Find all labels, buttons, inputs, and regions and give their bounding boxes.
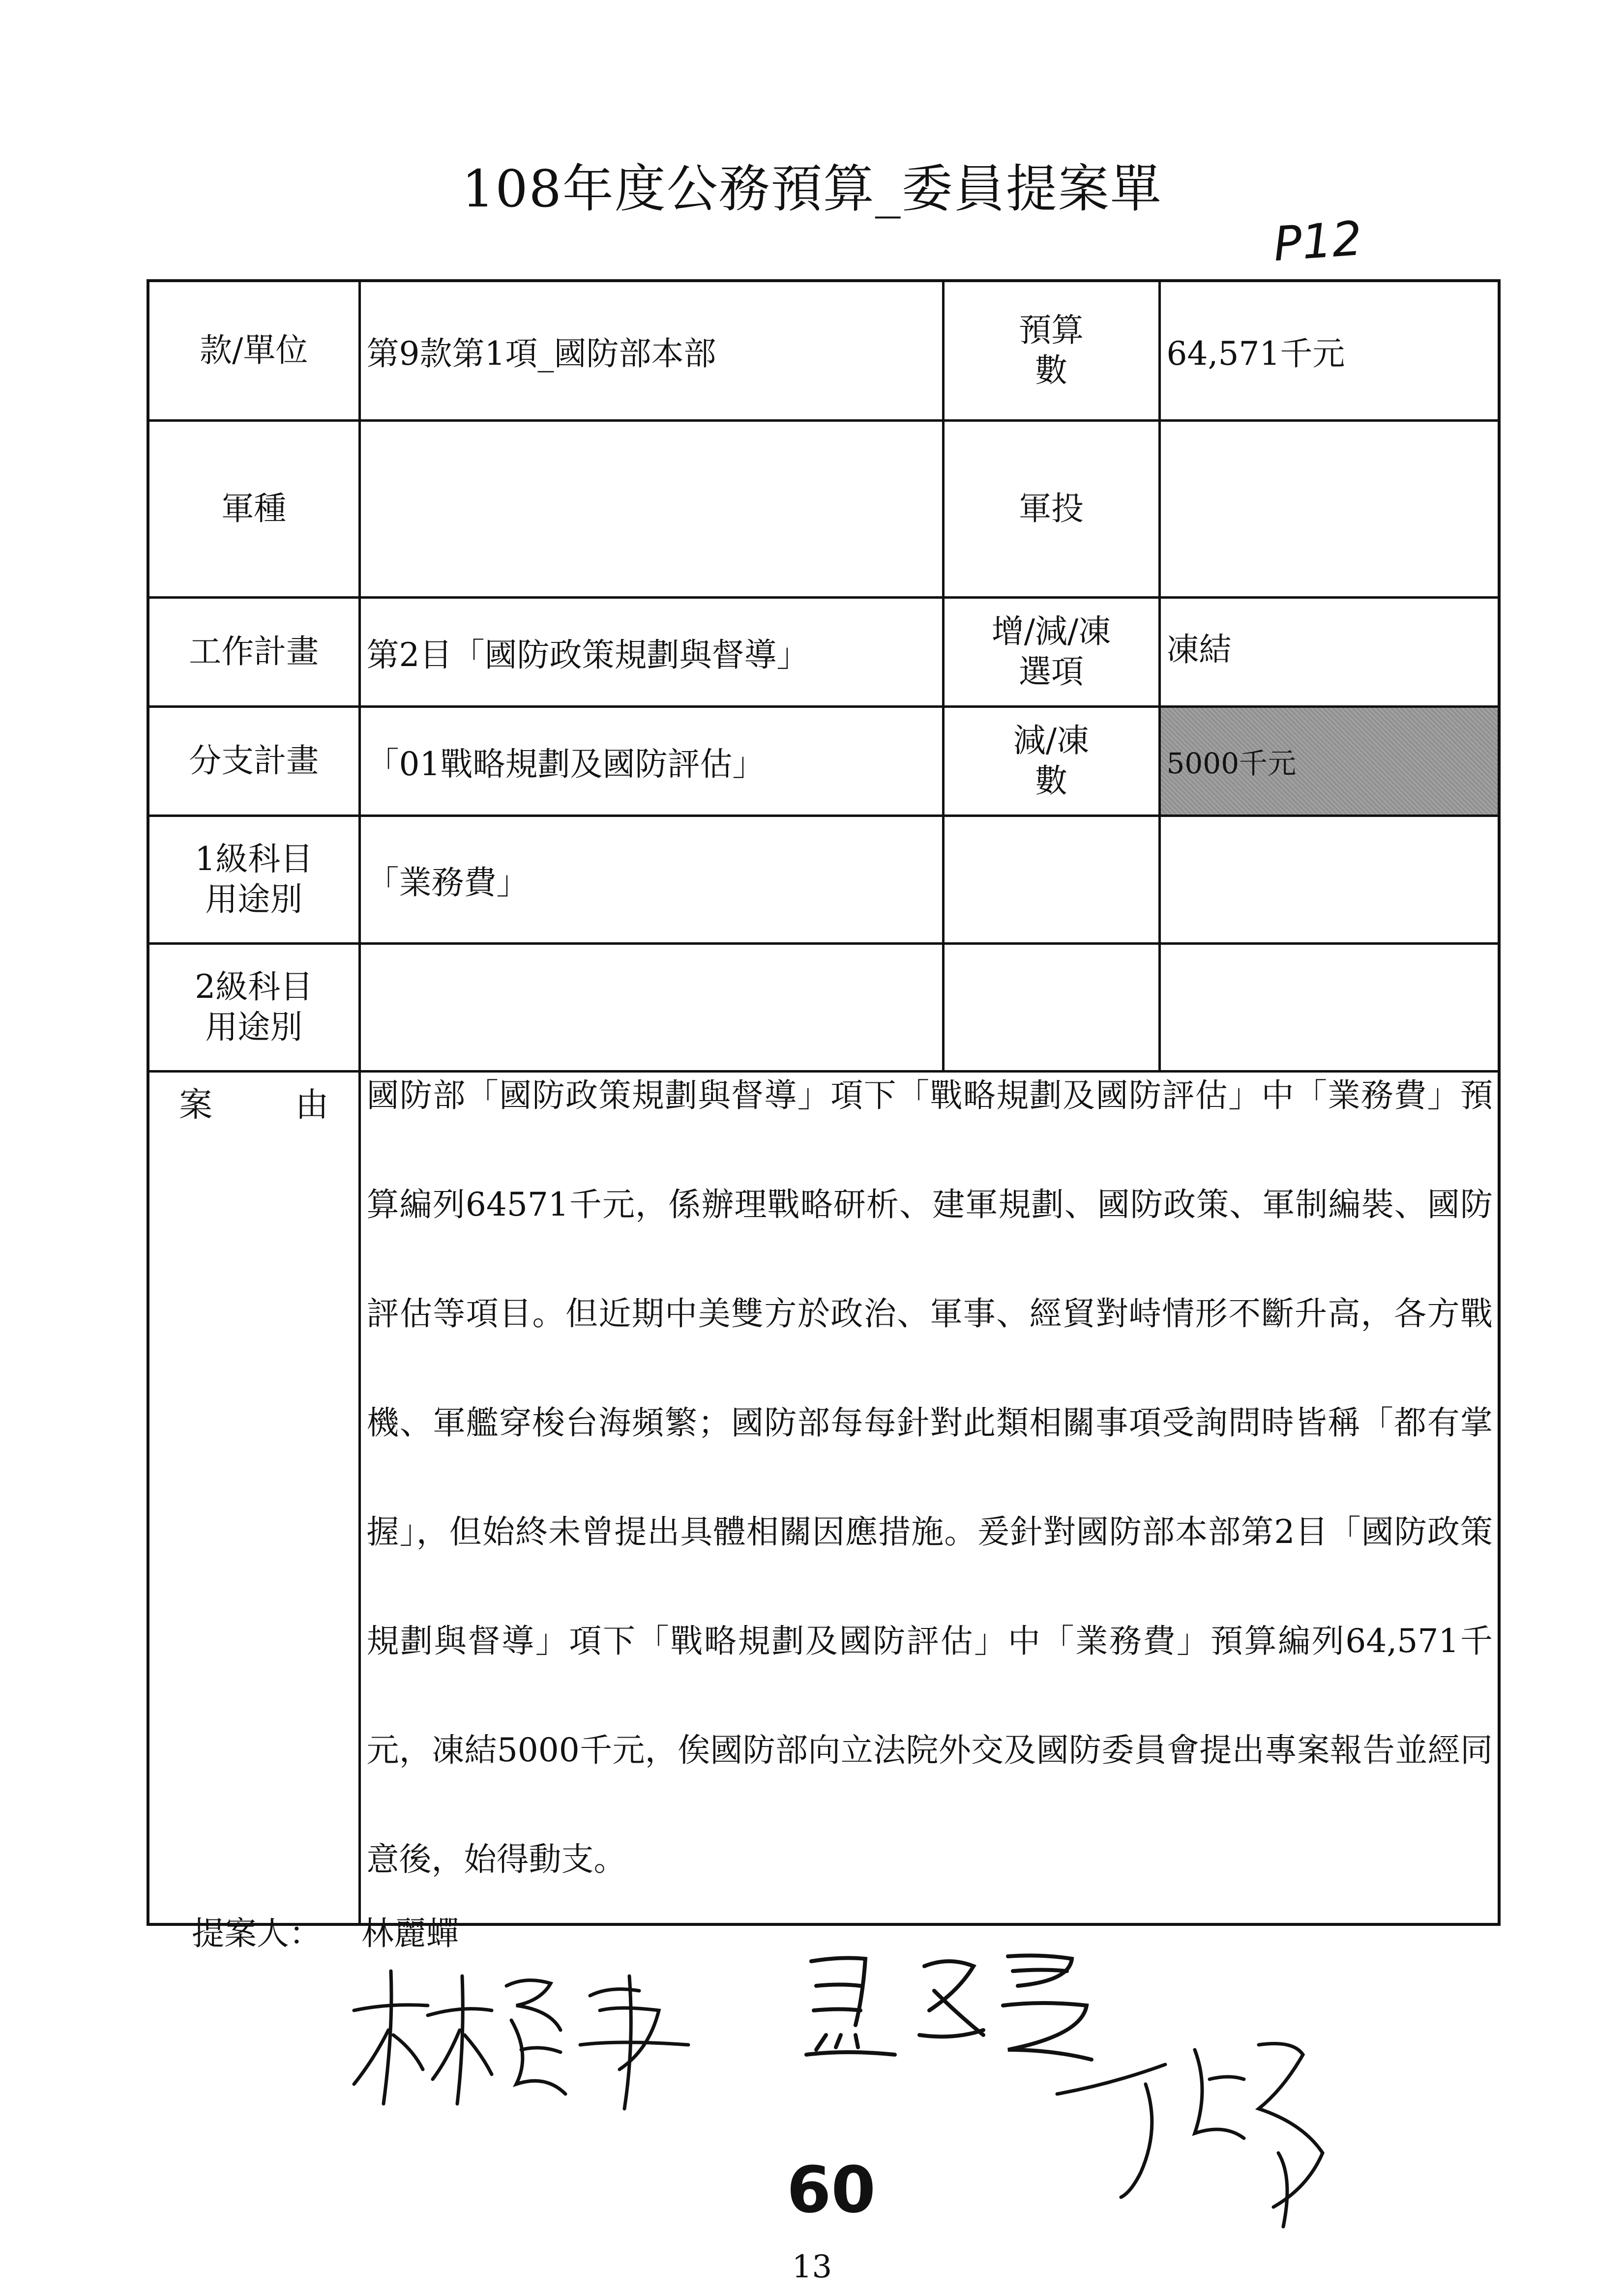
reason-text-cell bbox=[359, 1071, 1499, 1924]
proposal-form-table bbox=[147, 279, 1501, 1926]
proposer-name: 林麗蟬 bbox=[361, 1915, 459, 1952]
row-sub-plan bbox=[148, 706, 1499, 815]
work-plan-label: 工作計畫 bbox=[148, 597, 359, 706]
service-branch-value bbox=[359, 420, 943, 597]
level1-empty-value bbox=[1159, 815, 1499, 943]
unit-label: 款/單位 bbox=[148, 281, 359, 420]
page-number: 13 bbox=[792, 2249, 832, 2285]
military-investment-label: 軍投 bbox=[943, 420, 1159, 597]
handwritten-number bbox=[787, 2153, 885, 2227]
service-branch-label: 軍種 bbox=[148, 420, 359, 597]
reason-label bbox=[148, 1071, 359, 1924]
row-unit bbox=[148, 281, 1499, 420]
level1-empty-label bbox=[943, 815, 1159, 943]
level2-subject-label: 2級科目 用途別 bbox=[148, 943, 359, 1071]
action-option-value: 凍結 bbox=[1159, 597, 1499, 706]
unit-value: 第9款第1項_國防部本部 bbox=[359, 281, 943, 420]
budget-amount-label: 預算 數 bbox=[943, 281, 1159, 420]
budget-amount-value: 64,571千元 bbox=[1159, 281, 1499, 420]
document-title: 108年度公務預算_委員提案單 bbox=[462, 159, 1162, 219]
sub-plan-value: 「01戰略規劃及國防評估」 bbox=[359, 706, 943, 815]
level1-subject-label: 1級科目 用途別 bbox=[148, 815, 359, 943]
signature-1 bbox=[344, 1956, 698, 2119]
handwritten-page-note: P12 bbox=[1271, 210, 1364, 272]
work-plan-value: 第2目「國防政策規劃與督導」 bbox=[359, 597, 943, 706]
reason-label-left: 案 bbox=[179, 1085, 213, 1125]
reason-text: 國防部「國防政策規劃與督導」項下「戰略規劃及國防評估」中「業務費」預算編列64571千元，係辦理戰略研析、建軍規劃、國防政策、軍制編裝、國防評估等項目。但近期中美雙方於政治、軍事、經貿對峙情形不斷升高，各方戰機、軍艦穿梭台海頻繁；國防部每每針對此類相關事項受詢問時皆稱「都有掌握」，但始終未曾提出具體相關因應措施。爰針對國防部本部第2目「國防政策規劃與督導」項下「戰略規劃及國防評估」中「業務費」預算編列64,571千元，凍結5000千元，俟國防部向立法院外交及國防委員會提出專案報告並經同意後，始得動支。 bbox=[366, 1076, 1493, 1878]
reduce-freeze-amount-value: 5000千元 bbox=[1159, 706, 1499, 815]
row-level1-subject bbox=[148, 815, 1499, 943]
action-option-label: 增/減/凍 選項 bbox=[943, 597, 1159, 706]
proposer-label: 提案人： bbox=[192, 1915, 322, 1952]
row-work-plan bbox=[148, 597, 1499, 706]
row-service-branch bbox=[148, 420, 1499, 597]
military-investment-value bbox=[1159, 420, 1499, 597]
signature-3 bbox=[1047, 2030, 1352, 2237]
sub-plan-label: 分支計畫 bbox=[148, 706, 359, 815]
level1-subject-value: 「業務費」 bbox=[359, 815, 943, 943]
handwritten-number-text: 60 bbox=[787, 2153, 876, 2227]
reduce-freeze-amount-label: 減/凍 數 bbox=[943, 706, 1159, 815]
row-reason bbox=[148, 1071, 1499, 1924]
reason-label-right: 由 bbox=[295, 1085, 329, 1125]
